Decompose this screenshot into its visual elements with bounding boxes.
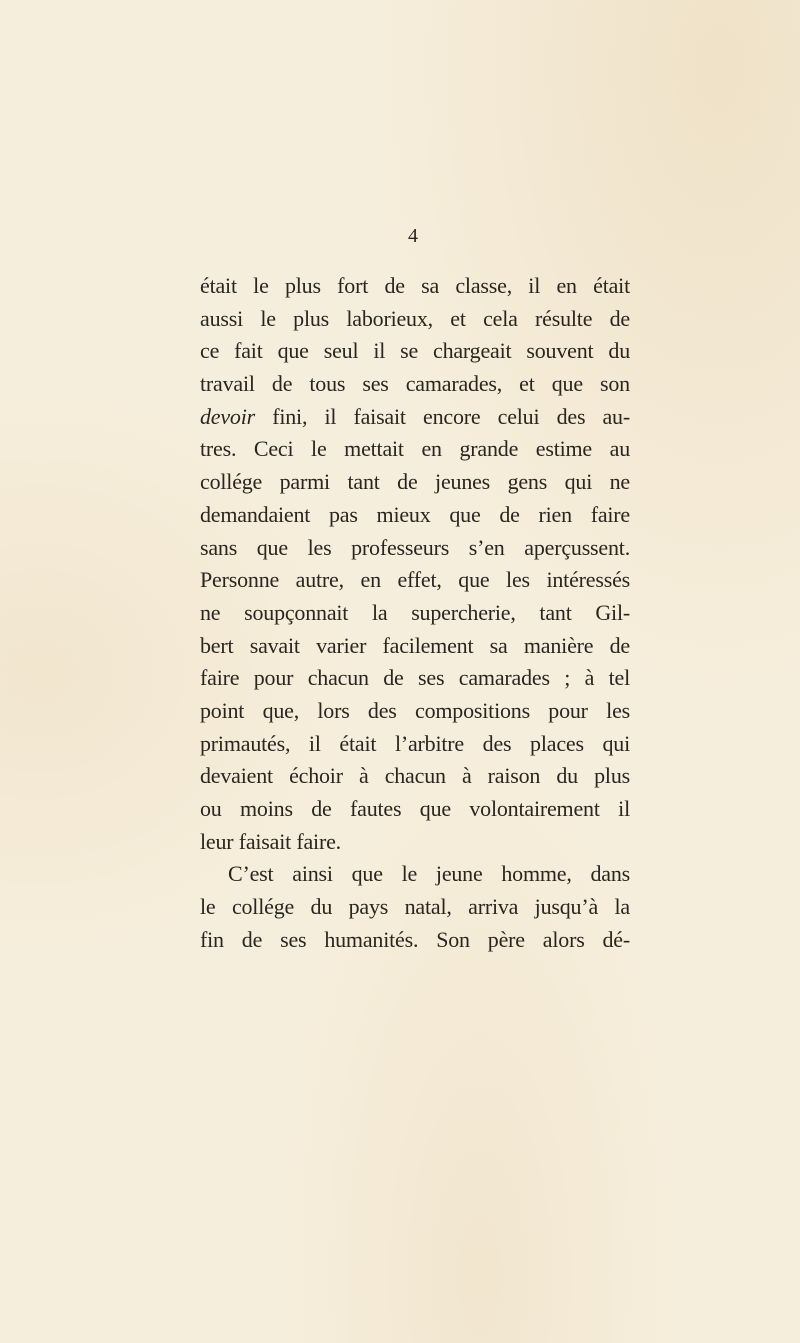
text-line: collége parmi tant de jeunes gens qui ne [200,469,630,495]
text-line: fin de ses humanités. Son père alors dé- [200,926,630,952]
text-line: primautés, il était l’arbitre des places qui [200,730,630,756]
text-line: aussi le plus laborieux, et cela résulte de [200,305,630,331]
italic-word: devoir [200,403,256,429]
text-line: Personne autre, en effet, que les intéressés [200,567,630,593]
text-line: tres. Ceci le mettait en grande estime au [200,436,630,462]
text-line: ou moins de fautes que volontairement il [200,796,630,821]
text-line: devaient échoir à chacun à raison du plus [200,763,630,789]
text-line: leur faisait faire. [200,828,341,854]
text-line: C’est ainsi que le jeune homme, dans [228,861,630,887]
text-line: travail de tous ses camarades, et que son [200,371,630,397]
text-line: bert savait varier facilement sa manière de [200,632,630,658]
body-text [200,270,630,956]
text-line: le collége du pays natal, arriva jusqu’à la [200,894,630,920]
text-line: ne soupçonnait la supercherie, tant Gil- [200,599,630,625]
page-number: 4 [408,225,418,247]
text-line: ce fait que seul il se chargeait souvent du [200,338,630,364]
text-line: faire pour chacun de ses camarades ; à tel [200,665,630,691]
line-rest: fini, il faisait encore celui des au- [255,403,630,429]
text-line: demandaient pas mieux que de rien faire [200,501,630,527]
text-line: point que, lors des compositions pour les [200,697,630,723]
text-line: sans que les professeurs s’en aperçussent. [200,534,630,560]
text-line: était le plus fort de sa classe, il en était [200,273,630,298]
text-line [200,401,630,434]
